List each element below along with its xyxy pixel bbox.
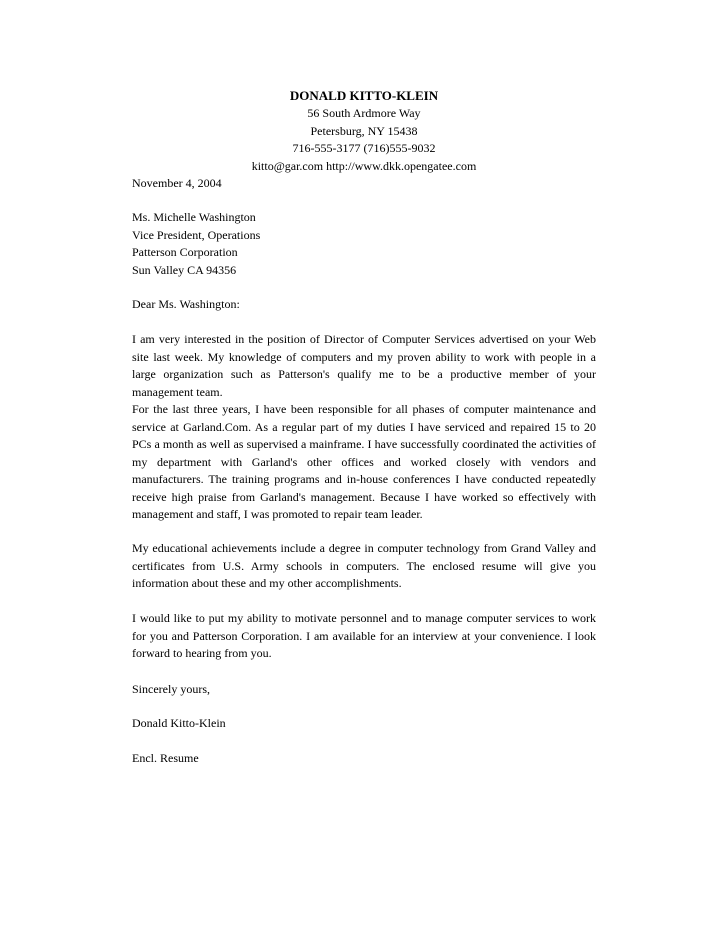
sender-phones: 716-555-3177 (716)555-9032 [292,141,436,155]
sender-name: DONALD KITTO-KLEIN [289,88,439,103]
sender-city: Petersburg, NY 15438 [310,123,418,138]
recipient-city: Sun Valley CA 94356 [132,262,237,277]
closing: Sincerely yours, [132,682,210,696]
body-paragraph: For the last three years, I have been responsible for all phases of computer maintenance and service at Garland.Com. As a regular part of my duties I have serviced and repaired 15 to 20 PCs a month as well as supervised a mainframe. I have successfully coordinated the activities of my department with Garland's other offices and worked closely with vendors and manufacturers. The training programs and in-house conferences I have conducted repeatedly receive high praise from Garland's management. Because I have worked so effectively with management and staff, I was promoted to repair team leader. [132,402,596,521]
sender-contact: kitto@gar.com http://www.dkk.opengatee.com [251,158,477,173]
body-paragraph: I am very interested in the position of Director of Computer Services advertised on your Web site last week. My knowledge of computers and my proven ability to work with people in a large organization such as Patterson's qualify me to be a productive member of your management team. [132,332,596,399]
body-paragraph: My educational achievements include a degree in computer technology from Grand Valley and certificates from U.S. Army schools in computers. The enclosed resume will give you information about these and my other accomplishments. [132,541,596,590]
signature-name: Donald Kitto-Klein [132,716,226,730]
enclosure-note: Encl. Resume [132,751,199,765]
sender-street: 56 South Ardmore Way [307,106,421,120]
recipient-title: Vice President, Operations [132,227,261,242]
salutation: Dear Ms. Washington: [132,297,240,311]
letter-date: November 4, 2004 [132,176,222,190]
recipient-name: Ms. Michelle Washington [132,210,256,224]
recipient-address [132,209,596,279]
letterhead [132,87,596,175]
recipient-company: Patterson Corporation [132,245,238,259]
body-paragraph: I would like to put my ability to motivate personnel and to manage computer services to work for you and Patterson Corporation. I am available for an interview at your convenience. I look forward to hearing from you. [132,611,596,660]
